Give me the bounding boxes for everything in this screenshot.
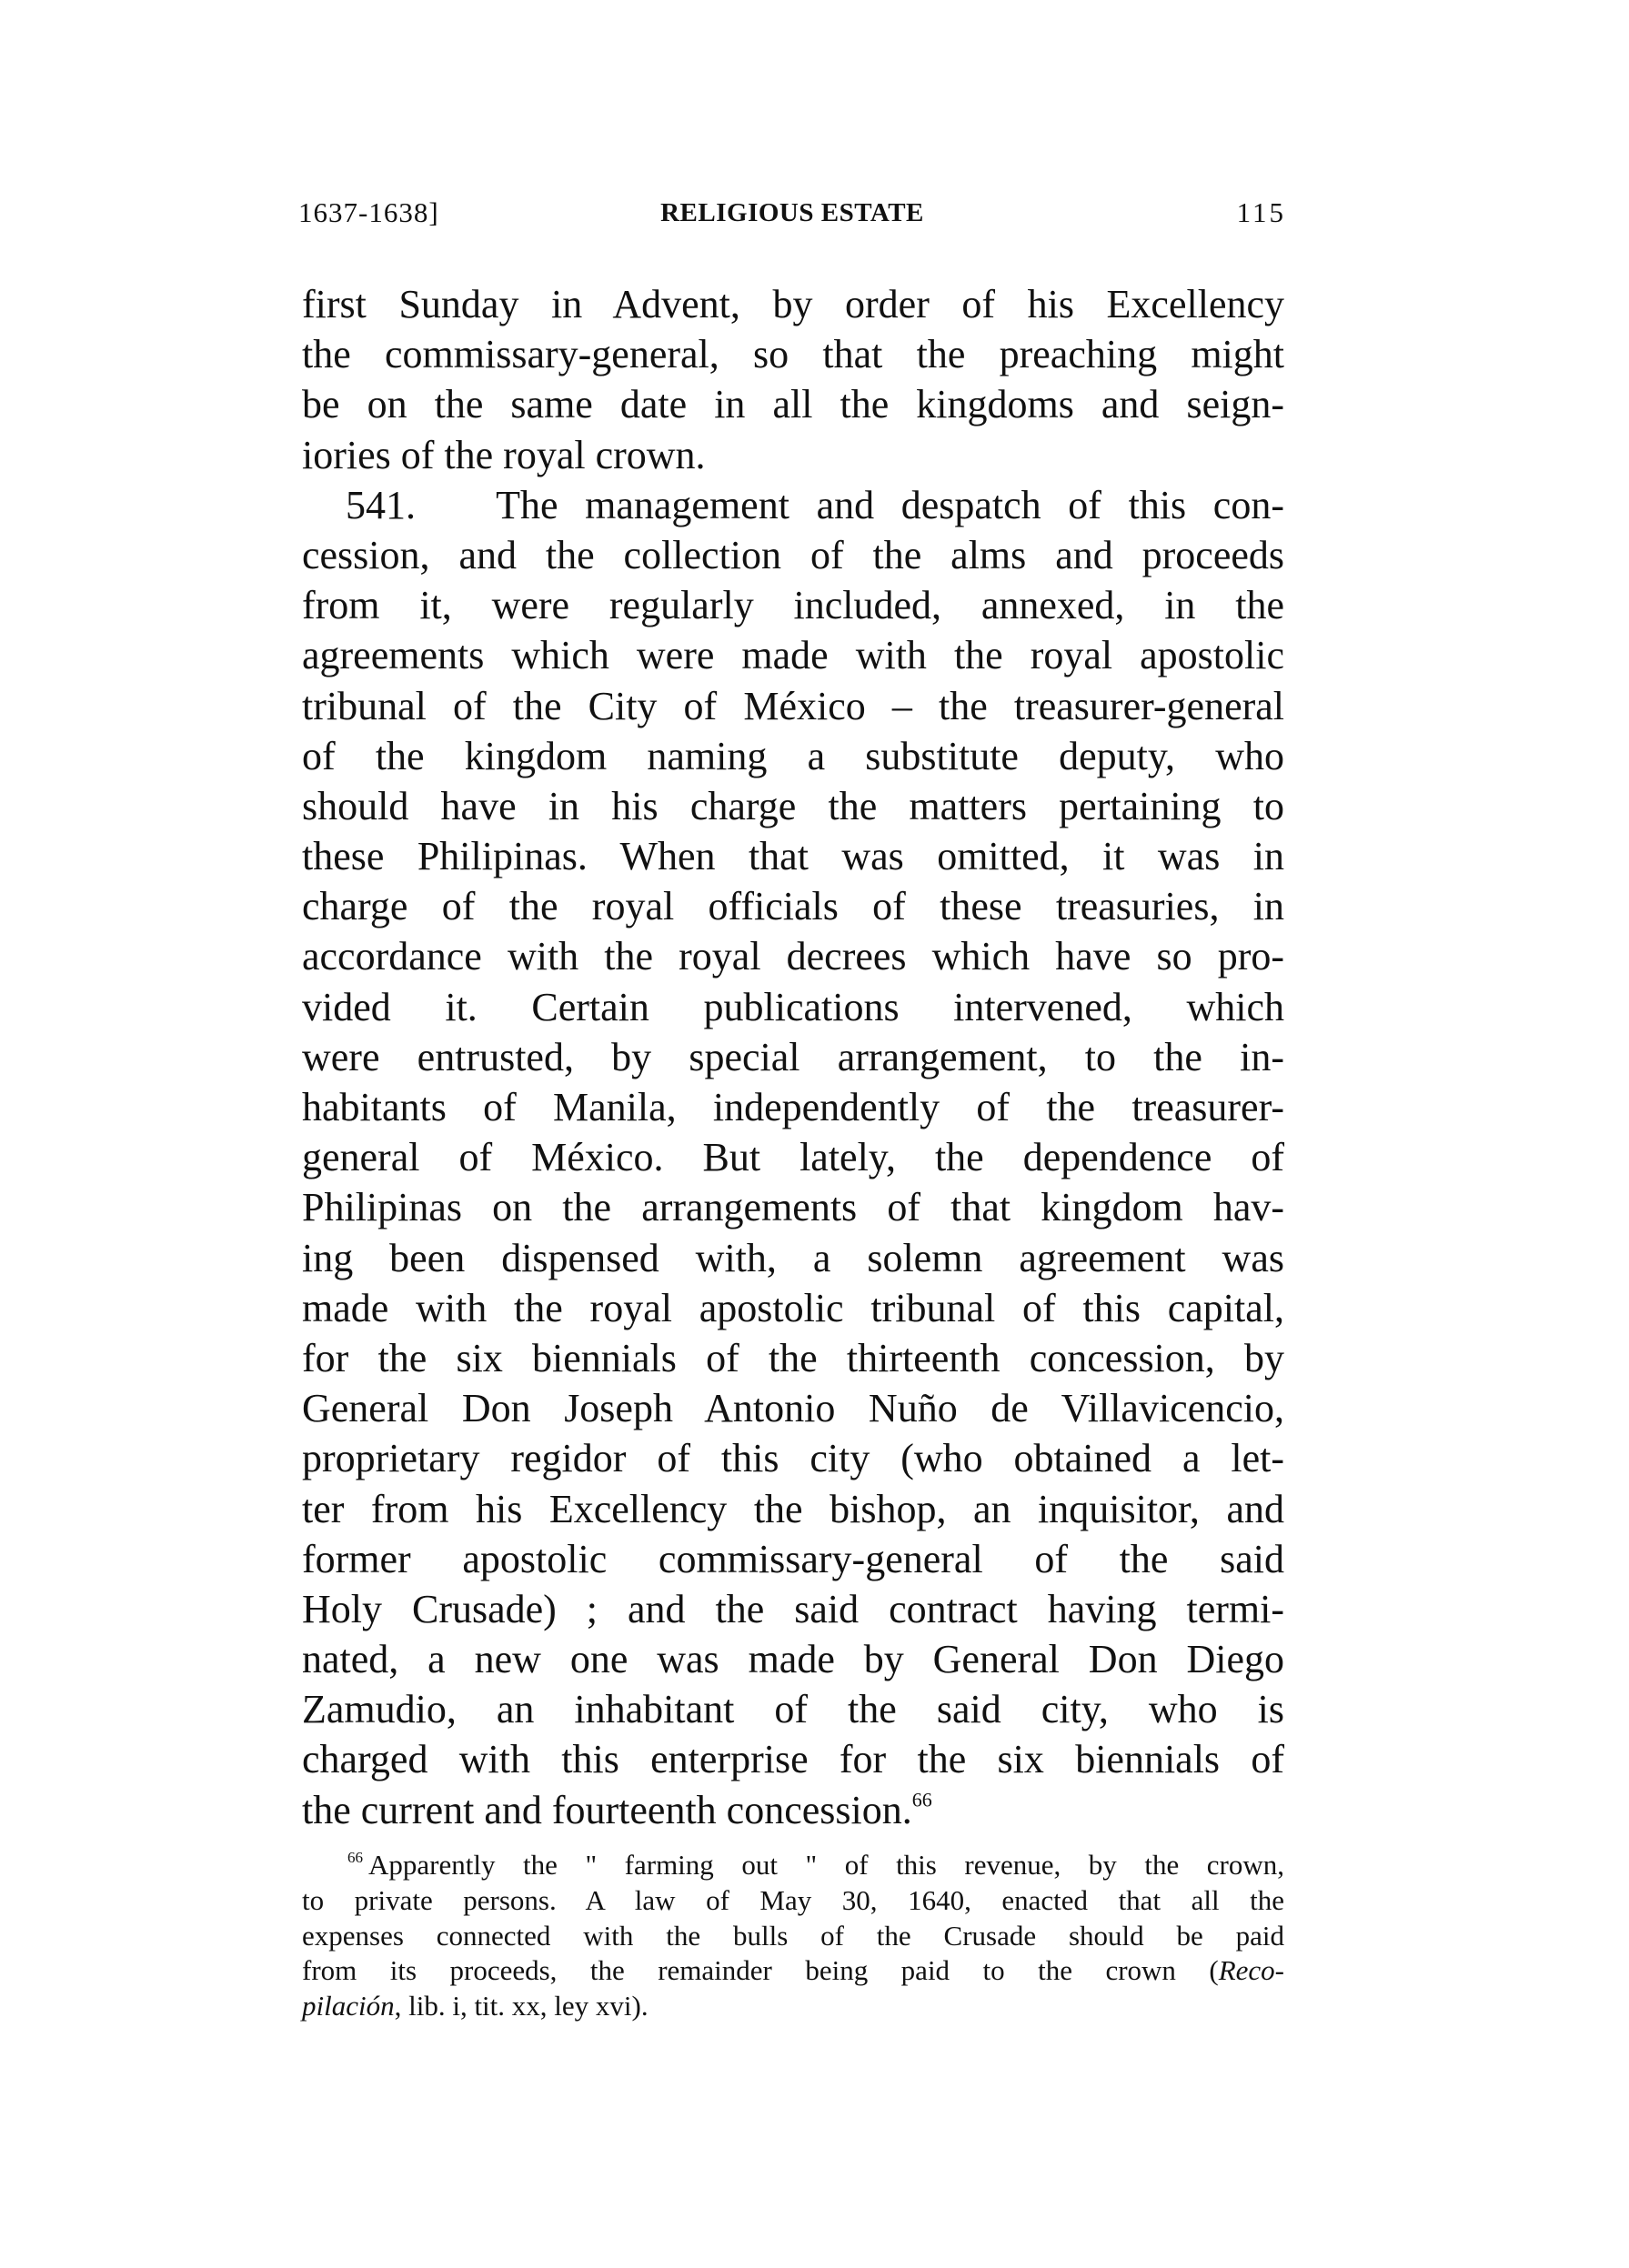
text-line: iories of the royal crown.: [302, 432, 706, 477]
running-head: [298, 195, 1286, 231]
footnote-line: expenses connected with the bulls of the Crusade should be paid: [302, 1919, 1284, 1952]
text-line: were entrusted, by special arrangement, to the in-: [302, 1034, 1284, 1079]
text-line: charged with this enterprise for the six biennials of: [302, 1737, 1284, 1782]
text-line: habitants of Manila, independently of the treasurer-: [302, 1085, 1284, 1129]
page-number: 115: [1236, 196, 1286, 228]
running-head-years: 1637-1638]: [298, 196, 439, 228]
footnote-line-with-citation: [302, 1953, 1284, 1989]
citation-detail: , lib. i, tit. xx, ley xvi).: [394, 1990, 649, 2022]
text-line: accordance with the royal decrees which have so pro-: [302, 934, 1284, 979]
text-line: ter from his Excellency the bishop, an inquisitor, and: [302, 1486, 1284, 1531]
text-line: general of México. But lately, the dependence of: [302, 1135, 1284, 1180]
text-line: agreements which were made with the royal apostolic: [302, 633, 1284, 678]
text-line: be on the same date in all the kingdoms and seign-: [302, 382, 1284, 427]
citation-title-part: Reco-: [1218, 1954, 1284, 1987]
text-line: made with the royal apostolic tribunal of this capital,: [302, 1285, 1284, 1330]
text-line: tribunal of the City of México – the treasurer-general: [302, 683, 1284, 728]
footnote: [302, 1848, 1284, 2024]
footnote-last-line: [302, 1989, 1284, 2024]
footnote-first-line: [302, 1848, 1284, 1883]
text-line: the commissary-general, so that the preaching might: [302, 332, 1284, 377]
citation-title: pilación: [302, 1990, 395, 2022]
text-line: Holy Crusade) ; and the said contract having termi-: [302, 1586, 1284, 1631]
text-line: from it, were regularly included, annexed, in the: [302, 583, 1284, 628]
text-line: should have in his charge the matters pertaining to: [302, 783, 1284, 828]
text-line: nated, a new one was made by General Don Diego: [302, 1637, 1284, 1682]
text-line: of the kingdom naming a substitute deputy, who: [302, 733, 1284, 778]
text-line: the current and fourteenth concession.: [302, 1787, 912, 1832]
paragraph-start-line: [302, 480, 1284, 530]
text-line: first Sunday in Advent, by order of his Excellency: [302, 282, 1284, 326]
paragraph-number: 541.: [346, 482, 416, 527]
footnote-reference[interactable]: 66: [911, 1787, 932, 1811]
footnote-line: to private persons. A law of May 30, 1640, enacted that all the: [302, 1883, 1284, 1916]
main-text: [302, 279, 1284, 1835]
text-line: for the six biennials of the thirteenth concession, by: [302, 1335, 1284, 1380]
text-line: former apostolic commissary-general of the said: [302, 1536, 1284, 1581]
text-line: The management and despatch of this con-: [496, 482, 1284, 527]
text-line: these Philipinas. When that was omitted, it was in: [302, 834, 1284, 879]
footnote-line: Apparently the " farming out " of this revenue, by the crown,: [368, 1849, 1284, 1881]
footnote-line: from its proceeds, the remainder being paid to the crown (: [302, 1954, 1219, 1987]
text-line: cession, and the collection of the alms and proceeds: [302, 532, 1284, 577]
text-line: vided it. Certain publications intervened, which: [302, 984, 1284, 1029]
text-line: charge of the royal officials of these treasuries, in: [302, 884, 1284, 929]
last-text-line: [302, 1785, 1284, 1835]
running-head-title: RELIGIOUS ESTATE: [660, 198, 924, 227]
text-line: Philipinas on the arrangements of that kingdom hav-: [302, 1185, 1284, 1230]
text-line: ing been dispensed with, a solemn agreement was: [302, 1235, 1284, 1280]
text-line: General Don Joseph Antonio Nuño de Villavicencio,: [302, 1386, 1284, 1431]
text-line: Zamudio, an inhabitant of the said city, who is: [302, 1687, 1284, 1732]
footnote-marker: 66: [347, 1849, 364, 1867]
text-line: proprietary regidor of this city (who obtained a let-: [302, 1436, 1284, 1481]
